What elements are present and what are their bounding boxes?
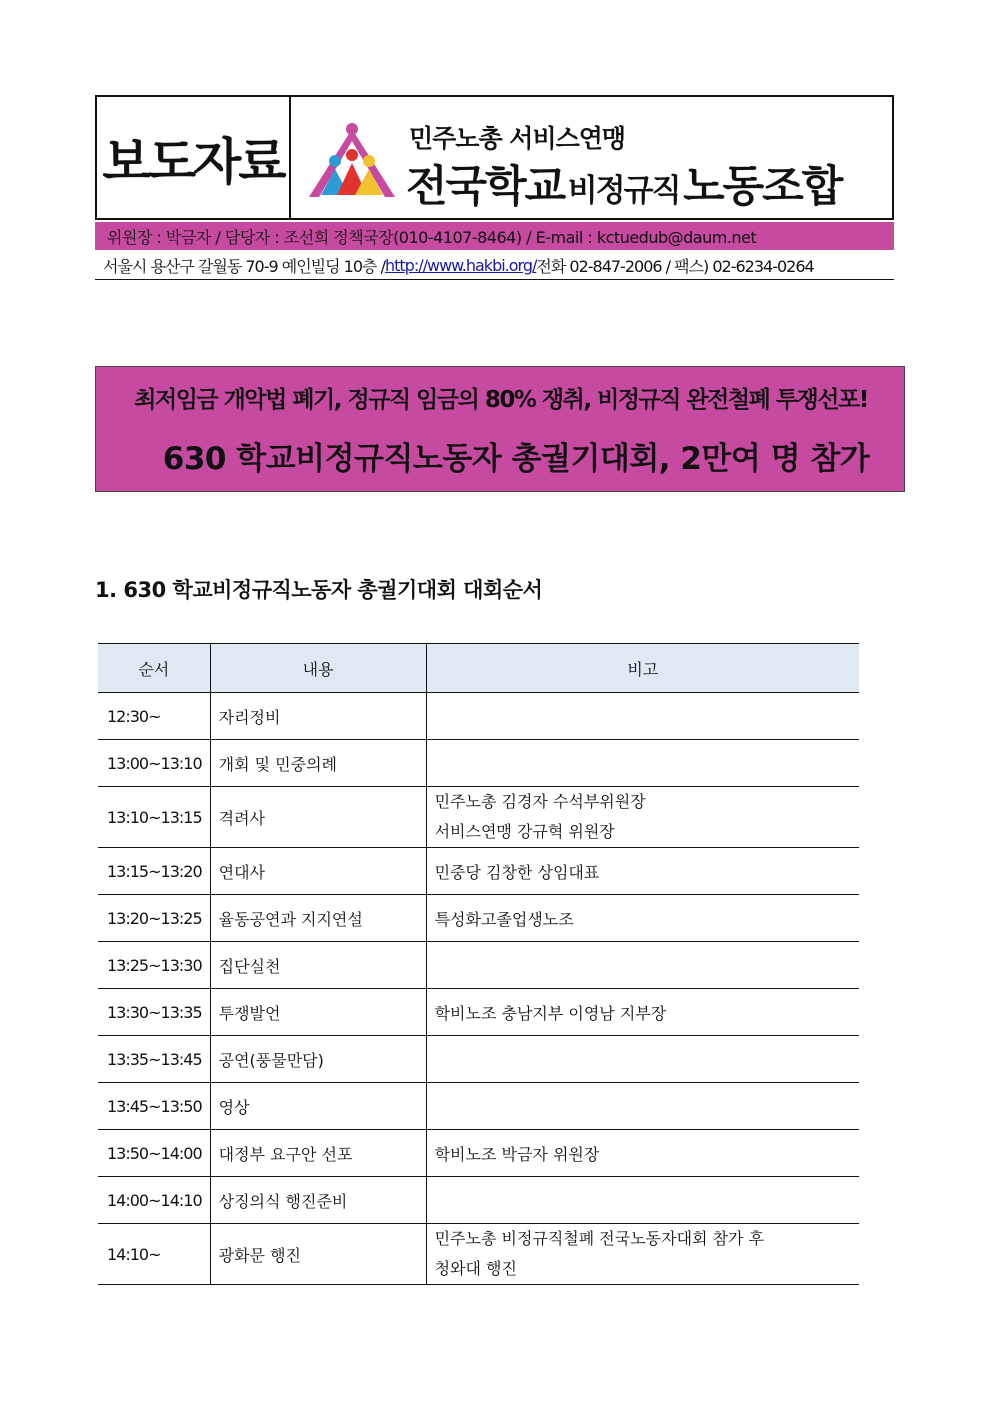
union-name-part-3: 노동조합 (683, 162, 842, 212)
row-time: 14:00~14:10 (98, 1177, 210, 1224)
table-header-row (98, 644, 859, 693)
row-content: 광화문 행진 (210, 1224, 426, 1285)
row-time: 13:50~14:00 (98, 1130, 210, 1177)
table-row (98, 787, 859, 848)
row-content: 자리정비 (210, 693, 426, 740)
row-content: 개회 및 민중의례 (210, 740, 426, 787)
row-note-line-1: 민주노총 김경자 수석부위원장 (434, 792, 646, 811)
row-content: 집단실천 (210, 942, 426, 989)
row-time: 13:25~13:30 (98, 942, 210, 989)
contact-line: 위원장 : 박금자 / 담당자 : 조선희 정책국장(010-4107-8464) / E-mail : kctuedub@daum.net (107, 227, 757, 247)
row-note (426, 693, 859, 740)
row-content: 율동공연과 지지연설 (210, 895, 426, 942)
row-time: 13:00~13:10 (98, 740, 210, 787)
row-note (426, 1036, 859, 1083)
union-logo-area (291, 97, 892, 218)
program-table (98, 643, 859, 1285)
contact-bar (95, 222, 894, 250)
row-content: 대정부 요구안 선포 (210, 1130, 426, 1177)
row-note: 학비노조 충남지부 이영남 지부장 (426, 989, 859, 1036)
address-bar (95, 252, 894, 280)
press-header (95, 95, 894, 220)
table-row (98, 740, 859, 787)
row-note-line-2: 서비스연맹 강규혁 위원장 (434, 822, 615, 841)
union-name (406, 153, 841, 214)
section-title: 1. 630 학교비정규직노동자 총궐기대회 대회순서 (95, 578, 543, 602)
row-content: 연대사 (210, 848, 426, 895)
row-note (426, 740, 859, 787)
table-row (98, 1036, 859, 1083)
table-row (98, 1177, 859, 1224)
row-note (426, 1177, 859, 1224)
row-note (426, 1224, 859, 1285)
table-row (98, 989, 859, 1036)
row-time: 13:45~13:50 (98, 1083, 210, 1130)
table-row (98, 895, 859, 942)
union-logo-icon (307, 121, 397, 199)
row-time: 13:10~13:15 (98, 787, 210, 848)
row-content: 투쟁발언 (210, 989, 426, 1036)
row-note: 학비노조 박금자 위원장 (426, 1130, 859, 1177)
table-row (98, 1083, 859, 1130)
header-note: 비고 (426, 644, 859, 693)
row-note: 민중당 김창한 상임대표 (426, 848, 859, 895)
table-row (98, 848, 859, 895)
row-note (426, 787, 859, 848)
press-release-label: 보도자료 (97, 97, 291, 218)
website-link[interactable]: http://www.hakbi.org/ (384, 256, 537, 275)
federation-name: 민주노총 서비스연맹 (409, 124, 626, 153)
header-content: 내용 (210, 644, 426, 693)
row-note-line-2: 청와대 행진 (434, 1259, 517, 1278)
header-order: 순서 (98, 644, 210, 693)
phone-fax: 전화 02-847-2006 / 팩스) 02-6234-0264 (536, 257, 814, 276)
row-content: 격려사 (210, 787, 426, 848)
headline-box (95, 366, 905, 492)
table-row (98, 1224, 859, 1285)
row-content: 상징의식 행진준비 (210, 1177, 426, 1224)
headline-subtitle: 최저임금 개악법 폐기, 정규직 임금의 80% 쟁취, 비정규직 완전철폐 투쟁선포! (134, 387, 868, 413)
row-note (426, 942, 859, 989)
row-time: 12:30~ (98, 693, 210, 740)
table-row (98, 1130, 859, 1177)
row-time: 13:35~13:45 (98, 1036, 210, 1083)
row-time: 14:10~ (98, 1224, 210, 1285)
row-time: 13:20~13:25 (98, 895, 210, 942)
row-note: 특성화고졸업생노조 (426, 895, 859, 942)
headline-title: 630 학교비정규직노동자 총궐기대회, 2만여 명 참가 (162, 441, 870, 477)
row-content: 공연(풍물만담) (210, 1036, 426, 1083)
table-row (98, 942, 859, 989)
union-name-part-1: 전국학교 (406, 162, 565, 212)
row-note-line-1: 민주노총 비정규직철폐 전국노동자대회 참가 후 (434, 1229, 765, 1248)
row-content: 영상 (210, 1083, 426, 1130)
row-note (426, 1083, 859, 1130)
row-time: 13:30~13:35 (98, 989, 210, 1036)
row-time: 13:15~13:20 (98, 848, 210, 895)
union-name-part-2: 비정규직 (567, 173, 680, 209)
address-text: 서울시 용산구 갈월동 70-9 예인빌딩 10층 / (103, 257, 385, 276)
table-row (98, 693, 859, 740)
